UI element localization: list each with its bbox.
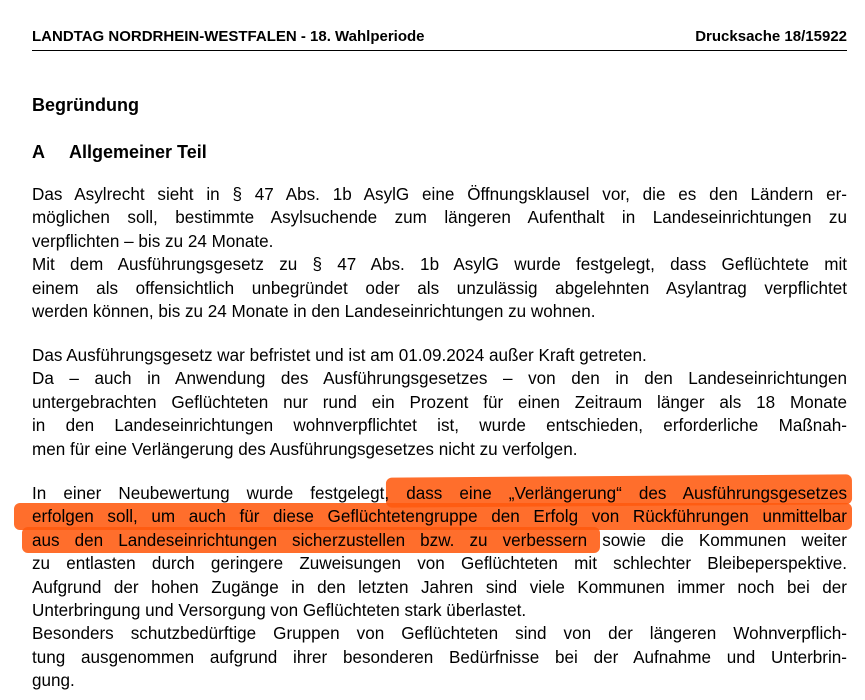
paragraph-3: [32, 482, 847, 693]
text-line: werden können, bis zu 24 Monate in den Landeseinrichtungen zu wohnen.: [32, 302, 596, 322]
text-line: erfolgen soll, um auch für diese Geflüchtetengruppe den Erfolg von Rückführungen unmittelbar: [32, 507, 847, 527]
header-parliament: LANDTAG NORDRHEIN-WESTFALEN - 18. Wahlperiode: [32, 28, 425, 45]
text-line: gung.: [32, 671, 75, 691]
section-title: Begründung: [32, 95, 139, 115]
paragraph-1: [32, 183, 847, 323]
text-line: Aufgrund der hohen Zugänge in den letzten Jahren sind viele Kommunen immer noch bei der: [32, 577, 847, 597]
text-line: Besonders schutzbedürftige Gruppen von Geflüchteten sind von der längeren Wohnverpflich-: [32, 624, 847, 644]
text-line: verpflichten – bis zu 24 Monate.: [32, 231, 274, 251]
text-line: men für eine Verlängerung des Ausführungsgesetzes nicht zu verfolgen.: [32, 439, 578, 459]
subsection-title: Allgemeiner Teil: [69, 142, 207, 162]
text-line: untergebrachten Geflüchteten nur rund ein Prozent für einen Zeitraum länger als 18 Monate: [32, 392, 847, 412]
subsection-heading: [32, 142, 207, 163]
document-header: [32, 28, 847, 51]
text-line: Das Ausführungsgesetz war befristet und ist am 01.09.2024 außer Kraft getreten.: [32, 346, 647, 365]
text-line: einem als offensichtlich unbegründet oder als unzulässig abgelehnten Asylantrag verpflichtet: [32, 278, 847, 298]
text-line: in den Landeseinrichtungen wohnverpflichtet ist, wurde entschieden, erforderliche Maßnah-: [32, 416, 847, 436]
text-line: Da – auch in Anwendung des Ausführungsgesetzes – von den in den Landeseinrichtungen: [32, 369, 847, 389]
text-line: möglichen soll, bestimmte Asylsuchende zum längeren Aufenthalt in Landeseinrichtungen zu: [32, 208, 847, 228]
text-line: tung ausgenommen aufgrund ihrer besonderen Bedürfnisse bei der Aufnahme und Unterbrin-: [32, 647, 847, 667]
text-line: Das Asylrecht sieht in § 47 Abs. 1b AsylG eine Öffnungsklausel vor, die es den Ländern er-: [32, 185, 847, 204]
subsection-number: A: [32, 142, 45, 162]
text-line: zu entlasten durch geringere Zuweisungen von Geflüchteten mit schlechter Bleibeperspektive.: [32, 554, 847, 574]
paragraph-2: [32, 344, 847, 461]
text-line: aus den Landeseinrichtungen sicherzustellen bzw. zu verbessern sowie die Kommunen weiter: [32, 530, 847, 550]
header-document-number: Drucksache 18/15922: [695, 28, 847, 45]
text-line: In einer Neubewertung wurde festgelegt, dass eine „Verlängerung“ des Ausführungsgesetzes: [32, 484, 847, 503]
text-line: Unterbringung und Versorgung von Geflüchteten stark überlastet.: [32, 601, 527, 621]
text-line: Mit dem Ausführungsgesetz zu § 47 Abs. 1b AsylG wurde festgelegt, dass Geflüchtete mit: [32, 255, 847, 275]
